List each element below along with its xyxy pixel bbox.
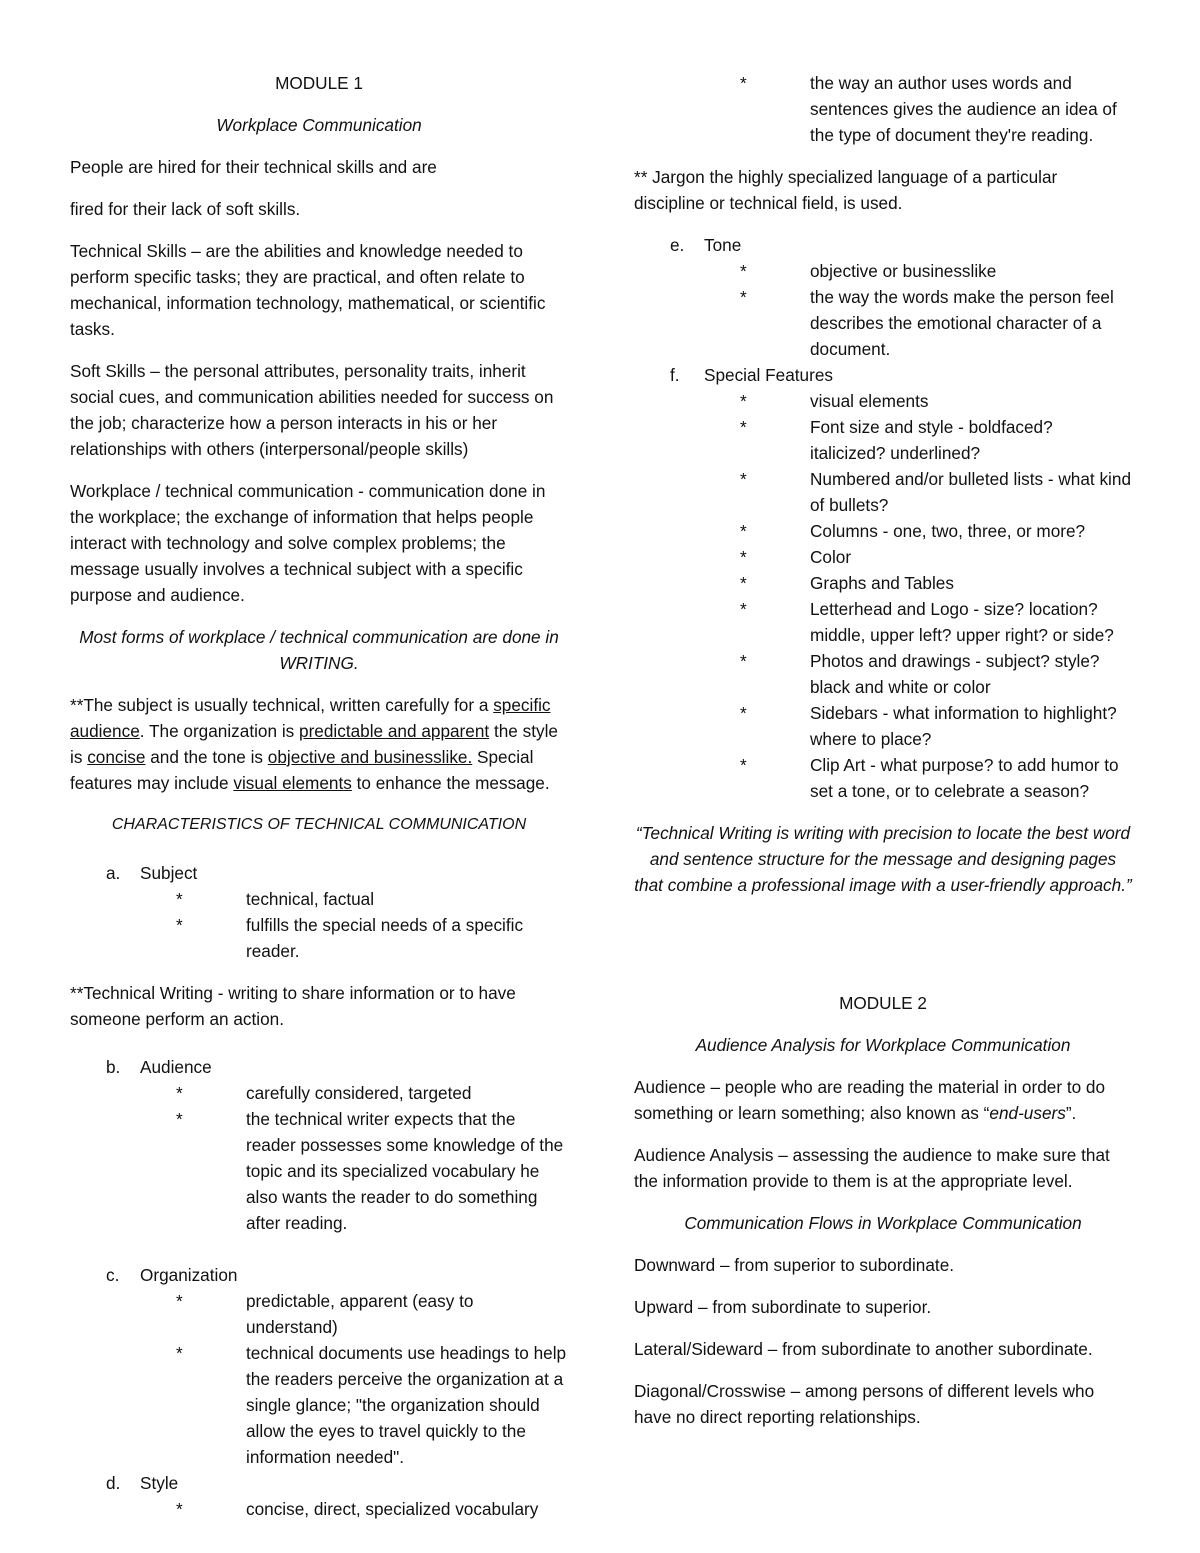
most-forms-note: Most forms of workplace / technical communication are done in WRITING. (79, 627, 559, 673)
list-item (70, 912, 568, 964)
item-f-special-features: f. Special Features (670, 365, 833, 385)
bullet-glyph: * (740, 651, 747, 671)
bullet-text: objective or businesslike (810, 261, 997, 281)
list-item (634, 388, 1132, 414)
bullet-glyph: * (740, 703, 747, 723)
list-item (70, 1288, 568, 1340)
bullet-text: Font size and style - boldfaced? italicized? underlined? (810, 417, 1053, 463)
list-item (634, 570, 1132, 596)
list-item (634, 258, 1132, 284)
right-column (634, 70, 1132, 1446)
technical-writing-quote: “Technical Writing is writing with precision to locate the best word and sentence structure for the message and designing pages that combine a professional image with a user-friendly approach.” (634, 823, 1132, 895)
tone-bullets (634, 258, 1132, 362)
bullet-text: Sidebars - what information to highlight? where to place? (810, 703, 1117, 749)
bullet-text: concise, direct, specialized vocabulary (246, 1499, 539, 1519)
bullet-glyph: * (740, 755, 747, 775)
list-item (634, 752, 1132, 804)
list-item (70, 886, 568, 912)
organization-bullets (70, 1288, 568, 1470)
bullet-glyph: * (740, 391, 747, 411)
bullet-glyph: * (176, 915, 183, 935)
upward-flow: Upward – from subordinate to superior. (634, 1297, 932, 1317)
workplace-communication-definition: Workplace / technical communication - communication done in the workplace; the exchange of information that helps people interact with technology and solve complex problems; the message usually involves a technical subject with a specific purpose and audience. (70, 481, 546, 605)
list-item (634, 544, 1132, 570)
bullet-text: Columns - one, two, three, or more? (810, 521, 1086, 541)
list-item (634, 648, 1132, 700)
downward-flow: Downward – from superior to subordinate. (634, 1255, 955, 1275)
bullet-text: Graphs and Tables (810, 573, 954, 593)
style-bullets (70, 1496, 568, 1522)
bullet-glyph: * (740, 287, 747, 307)
list-item (634, 596, 1132, 648)
communication-flows-heading: Communication Flows in Workplace Communication (684, 1213, 1082, 1233)
module1-title: MODULE 1 (275, 73, 363, 93)
list-item (634, 518, 1132, 544)
subject-bullets (70, 886, 568, 964)
item-e-tone: e. Tone (670, 235, 742, 255)
bullet-text: Clip Art - what purpose? to add humor to set a tone, or to celebrate a season? (810, 755, 1119, 801)
bullet-text: technical, factual (246, 889, 375, 909)
bullet-text: predictable, apparent (easy to understand) (246, 1291, 474, 1337)
bullet-text: visual elements (810, 391, 929, 411)
list-item (70, 1080, 568, 1106)
item-d-style: d. Style (106, 1473, 179, 1493)
bullet-text: fulfills the special needs of a specific reader. (246, 915, 524, 961)
bullet-glyph: * (740, 599, 747, 619)
bullet-glyph: * (740, 73, 747, 93)
intro-line1: People are hired for their technical skills and are (70, 157, 437, 177)
audience-analysis-definition: Audience Analysis – assessing the audience to make sure that the information provide to them is at the appropriate level. (634, 1145, 1110, 1191)
list-item (634, 700, 1132, 752)
bullet-text: technical documents use headings to help the readers perceive the organization at a single glance; "the organization should allow the eyes to travel quickly to the information needed". (246, 1343, 567, 1467)
bullet-text: the way the words make the person feel describes the emotional character of a document. (810, 287, 1114, 359)
special-features-bullets (634, 388, 1132, 804)
bullet-glyph: * (740, 573, 747, 593)
bullet-glyph: * (740, 521, 747, 541)
list-item (70, 1106, 568, 1236)
bullet-text: Letterhead and Logo - size? location? middle, upper left? upper right? or side? (810, 599, 1114, 645)
jargon-note: ** Jargon the highly specialized language of a particular discipline or technical field, is used. (634, 167, 1058, 213)
bullet-glyph: * (176, 1343, 183, 1363)
bullet-glyph: * (176, 1291, 183, 1311)
diagonal-flow: Diagonal/Crosswise – among persons of different levels who have no direct reporting relationships. (634, 1381, 1095, 1427)
subject-paragraph: **The subject is usually technical, written carefully for a specific audience. The organization is predictable and apparent the style is concise and the tone is objective and businesslike. Special features may include visual elements to enhance the message. (70, 695, 558, 793)
audience-definition: Audience – people who are reading the material in order to do something or learn something; also known as “end-users”. (634, 1077, 1106, 1123)
audience-bullets (70, 1080, 568, 1236)
list-item (634, 284, 1132, 362)
bullet-text: Color (810, 547, 852, 567)
soft-skills-definition: Soft Skills – the personal attributes, personality traits, inherit social cues, and communication abilities needed for success on the job; characterize how a person interacts in his or her relationships with others (interpersonal/people skills) (70, 361, 554, 459)
bullet-text: Numbered and/or bulleted lists - what kind of bullets? (810, 469, 1131, 515)
list-item (634, 414, 1132, 466)
lateral-flow: Lateral/Sideward – from subordinate to another subordinate. (634, 1339, 1093, 1359)
item-c-organization: c. Organization (106, 1265, 238, 1285)
bullet-glyph: * (176, 889, 183, 909)
characteristics-heading: CHARACTERISTICS OF TECHNICAL COMMUNICATION (111, 816, 527, 833)
bullet-glyph: * (740, 417, 747, 437)
bullet-glyph: * (740, 469, 747, 489)
bullet-text: the technical writer expects that the reader possesses some knowledge of the topic and its specialized vocabulary he also wants the reader to do something after reading. (246, 1109, 564, 1233)
list-item (70, 1340, 568, 1470)
bullet-glyph: * (176, 1083, 183, 1103)
module2-title: MODULE 2 (839, 993, 927, 1013)
bullet-text: carefully considered, targeted (246, 1083, 472, 1103)
item-a-subject: a. Subject (106, 863, 198, 883)
technical-skills-definition: Technical Skills – are the abilities and knowledge needed to perform specific tasks; they are practical, and often relate to mechanical, information technology, mathematical, or scientific tasks. (70, 241, 546, 339)
bullet-glyph: * (740, 261, 747, 281)
bullet-glyph: * (740, 547, 747, 567)
list-item: * the way an author uses words and sentences gives the audience an idea of the type of document they're reading. (704, 70, 1132, 148)
list-item (70, 1496, 568, 1522)
item-b-audience: b. Audience (106, 1057, 212, 1077)
list-item (634, 466, 1132, 518)
module1-subtitle: Workplace Communication (216, 115, 422, 135)
module2-subtitle: Audience Analysis for Workplace Communication (695, 1035, 1071, 1055)
technical-writing-definition: **Technical Writing - writing to share information or to have someone perform an action. (70, 983, 516, 1029)
bullet-glyph: * (176, 1499, 183, 1519)
bullet-glyph: * (176, 1109, 183, 1129)
bullet-text: Photos and drawings - subject? style? black and white or color (810, 651, 1100, 697)
left-column (70, 70, 568, 1522)
intro-line2: fired for their lack of soft skills. (70, 199, 301, 219)
